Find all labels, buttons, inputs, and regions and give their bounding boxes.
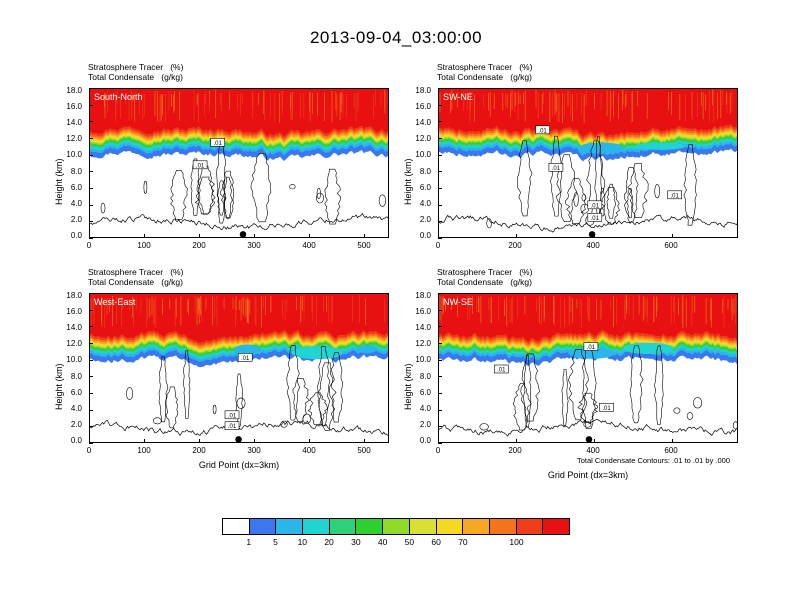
contour-label-text: .01 — [670, 193, 679, 200]
y-tickmark — [438, 188, 442, 189]
xtick-600: 600 — [664, 446, 678, 455]
x-tickmark — [672, 234, 673, 238]
panel-label-west-east: West-East — [94, 297, 136, 307]
colorbar-cell-7 — [410, 519, 437, 534]
ytick-16: 16.0 — [415, 307, 431, 316]
header-line-1: Stratosphere Tracer (%) — [88, 62, 184, 72]
header-line-1: Stratosphere Tracer (%) — [437, 267, 533, 277]
xtick-200: 200 — [508, 241, 522, 250]
y-tickmark — [438, 360, 442, 361]
plot-area-nw-se[interactable] — [438, 293, 738, 443]
colorbar-cell-5 — [356, 519, 383, 534]
panel-label-nw-se: NW-SE — [443, 297, 473, 307]
contour-label-text: .01 — [227, 424, 237, 431]
y-tickmark — [438, 171, 442, 172]
xtick-200: 200 — [192, 241, 206, 250]
panel-header-nw-se — [437, 267, 532, 287]
contour-label-text: .01 — [602, 405, 611, 412]
panel-header-sw-ne — [437, 62, 532, 82]
x-tickmark — [594, 439, 595, 443]
contour-footnote: Total Condensate Contours: .01 to .01 by .000 — [577, 456, 731, 465]
ytick-16: 16.0 — [66, 102, 82, 111]
ytick-0: 0.0 — [70, 436, 82, 445]
plot-canvas-sw-ne — [439, 89, 738, 238]
colorbar-labels — [222, 537, 570, 551]
y-axis-label-nw-se: Height (km) — [403, 363, 413, 410]
contour-label-text: .01 — [195, 163, 205, 170]
page-title: 2013-09-04_03:00:00 — [309, 28, 483, 47]
ytick-2: 2.0 — [419, 215, 431, 224]
x-tickmark — [594, 234, 595, 238]
ytick-14: 14.0 — [415, 118, 431, 127]
colorbar-label: 70 — [458, 537, 468, 547]
xtick-100: 100 — [137, 446, 151, 455]
y-tickmark — [89, 238, 93, 239]
y-tickmark — [89, 410, 93, 411]
ytick-6: 6.0 — [70, 183, 82, 192]
ytick-14: 14.0 — [415, 323, 431, 332]
xtick-400: 400 — [586, 241, 600, 250]
y-tickmark — [89, 326, 93, 327]
xtick-0: 0 — [435, 446, 441, 455]
header-line-2: Total Condensate (g/kg) — [437, 277, 532, 287]
y-tickmark — [438, 155, 442, 156]
panel-label-south-north: South-North — [94, 92, 143, 102]
ytick-10: 10.0 — [66, 355, 82, 364]
ytick-18: 18.0 — [415, 86, 431, 95]
x-tickmark — [516, 234, 517, 238]
y-tickmark — [89, 343, 93, 344]
y-tickmark — [89, 360, 93, 361]
ytick-4: 4.0 — [70, 199, 82, 208]
x-tickmark — [516, 439, 517, 443]
x-tickmark — [364, 439, 365, 443]
colorbar-label: 60 — [431, 537, 441, 547]
condensate-contour-surface — [90, 214, 389, 230]
y-tickmark — [438, 393, 442, 394]
x-tickmark — [309, 234, 310, 238]
ytick-4: 4.0 — [419, 199, 431, 208]
plot-area-south-north[interactable] — [89, 88, 389, 238]
ytick-0: 0.0 — [70, 231, 82, 240]
ytick-14: 14.0 — [66, 118, 82, 127]
header-line-2: Total Condensate (g/kg) — [88, 277, 183, 287]
ytick-12: 12.0 — [415, 339, 431, 348]
contour-label-text: .01 — [590, 203, 599, 210]
xtick-200: 200 — [192, 446, 206, 455]
y-axis-label-sw-ne: Height (km) — [403, 158, 413, 205]
y-tickmark — [438, 238, 442, 239]
ytick-4: 4.0 — [70, 404, 82, 413]
colorbar-cell-10 — [490, 519, 517, 534]
colorbar-label: 50 — [404, 537, 415, 547]
ytick-12: 12.0 — [66, 134, 82, 143]
y-tickmark — [438, 310, 442, 311]
colorbar-cell-2 — [276, 519, 303, 534]
panel-label-sw-ne: SW-NE — [443, 92, 473, 102]
x-tickmark — [144, 234, 145, 238]
contour-label-text: .01 — [497, 367, 506, 374]
xtick-200: 200 — [508, 446, 522, 455]
colorbar-cell-1 — [250, 519, 277, 534]
ytick-8: 8.0 — [419, 167, 431, 176]
x-tickmark — [364, 234, 365, 238]
ytick-0: 0.0 — [419, 231, 431, 240]
header-line-2: Total Condensate (g/kg) — [437, 72, 532, 82]
y-tickmark — [438, 293, 442, 294]
y-tickmark — [89, 121, 93, 122]
y-axis-label-west-east: Height (km) — [54, 363, 64, 410]
y-tickmark — [438, 88, 442, 89]
ytick-0: 0.0 — [419, 436, 431, 445]
y-tickmark — [89, 221, 93, 222]
x-tickmark — [144, 439, 145, 443]
colorbar — [222, 518, 570, 535]
colorbar-cell-9 — [463, 519, 490, 534]
x-axis-label-west-east: Grid Point (dx=3km) — [198, 460, 280, 470]
y-tickmark — [438, 121, 442, 122]
y-tickmark — [438, 410, 442, 411]
ytick-4: 4.0 — [419, 404, 431, 413]
y-tickmark — [438, 376, 442, 377]
ytick-18: 18.0 — [415, 291, 431, 300]
contour-label-text: .01 — [241, 355, 250, 362]
y-tickmark — [89, 138, 93, 139]
plot-canvas-south-north — [90, 89, 389, 238]
panel-header-west-east — [88, 267, 183, 287]
x-tickmark — [254, 234, 255, 238]
ytick-18: 18.0 — [66, 291, 82, 300]
colorbar-label: 20 — [324, 537, 334, 547]
y-tickmark — [438, 138, 442, 139]
y-tickmark — [89, 426, 93, 427]
contour-label-text: .01 — [551, 165, 561, 172]
xtick-100: 100 — [137, 241, 151, 250]
location-marker — [235, 436, 242, 443]
y-tickmark — [438, 221, 442, 222]
header-line-1: Stratosphere Tracer (%) — [88, 267, 184, 277]
ytick-6: 6.0 — [70, 388, 82, 397]
colorbar-label: 1 — [246, 537, 252, 547]
y-tickmark — [89, 376, 93, 377]
plot-canvas-west-east — [90, 294, 389, 443]
colorbar-label: 40 — [377, 537, 388, 547]
ytick-12: 12.0 — [415, 134, 431, 143]
y-tickmark — [438, 205, 442, 206]
y-tickmark — [89, 105, 93, 106]
x-axis-label-nw-se: Grid Point (dx=3km) — [547, 470, 629, 480]
colorbar-cell-3 — [303, 519, 330, 534]
y-tickmark — [438, 105, 442, 106]
xtick-400: 400 — [302, 241, 316, 250]
ytick-16: 16.0 — [66, 307, 82, 316]
x-tickmark — [199, 439, 200, 443]
colorbar-cell-8 — [437, 519, 464, 534]
ytick-12: 12.0 — [66, 339, 82, 348]
xtick-0: 0 — [435, 241, 441, 250]
y-axis-label-south-north: Height (km) — [54, 158, 64, 205]
xtick-400: 400 — [302, 446, 316, 455]
colorbar-cell-6 — [383, 519, 410, 534]
y-tickmark — [438, 443, 442, 444]
plot-area-west-east[interactable] — [89, 293, 389, 443]
y-tickmark — [438, 326, 442, 327]
location-marker — [240, 231, 247, 238]
ytick-18: 18.0 — [66, 86, 82, 95]
location-marker — [586, 436, 593, 443]
ytick-6: 6.0 — [419, 388, 431, 397]
header-line-2: Total Condensate (g/kg) — [88, 72, 183, 82]
colorbar-label: 5 — [273, 537, 278, 547]
ytick-2: 2.0 — [419, 420, 431, 429]
contour-label-text: .01 — [586, 345, 596, 351]
xtick-300: 300 — [247, 446, 261, 455]
colorbar-label: 10 — [297, 537, 308, 547]
header-line-1: Stratosphere Tracer (%) — [437, 62, 533, 72]
ytick-6: 6.0 — [419, 183, 431, 192]
xtick-0: 0 — [86, 446, 92, 455]
y-tickmark — [89, 393, 93, 394]
x-tickmark — [199, 234, 200, 238]
xtick-400: 400 — [586, 446, 600, 455]
colorbar-cell-11 — [517, 519, 544, 534]
y-tickmark — [89, 188, 93, 189]
ytick-10: 10.0 — [415, 355, 431, 364]
ytick-8: 8.0 — [70, 372, 82, 381]
y-tickmark — [438, 343, 442, 344]
y-tickmark — [89, 88, 93, 89]
y-tickmark — [89, 443, 93, 444]
y-tickmark — [89, 171, 93, 172]
y-tickmark — [89, 205, 93, 206]
contour-label-text: .01 — [227, 413, 237, 420]
contour-label-text: .01 — [213, 140, 222, 147]
xtick-300: 300 — [247, 241, 261, 250]
contour-label-text: .01 — [590, 215, 599, 222]
colorbar-cell-0 — [223, 519, 250, 534]
ytick-16: 16.0 — [415, 102, 431, 111]
colorbar-cell-12 — [543, 519, 569, 534]
contour-label-text: .01 — [538, 128, 547, 135]
colorbar-label: 30 — [351, 537, 361, 547]
panel-header-south-north — [88, 62, 183, 82]
ytick-2: 2.0 — [70, 420, 82, 429]
colorbar-cell-4 — [330, 519, 357, 534]
ytick-10: 10.0 — [66, 150, 82, 159]
xtick-500: 500 — [357, 241, 371, 250]
y-tickmark — [89, 293, 93, 294]
ytick-8: 8.0 — [70, 167, 82, 176]
colorbar-label: 100 — [509, 537, 524, 547]
xtick-0: 0 — [86, 241, 92, 250]
y-tickmark — [438, 426, 442, 427]
x-tickmark — [309, 439, 310, 443]
plot-area-sw-ne[interactable] — [438, 88, 738, 238]
x-tickmark — [254, 439, 255, 443]
xtick-600: 600 — [664, 241, 678, 250]
x-tickmark — [672, 439, 673, 443]
ytick-14: 14.0 — [66, 323, 82, 332]
ytick-2: 2.0 — [70, 215, 82, 224]
xtick-500: 500 — [357, 446, 371, 455]
plot-canvas-nw-se — [439, 294, 738, 443]
y-tickmark — [89, 310, 93, 311]
condensate-contour-surface — [90, 421, 389, 437]
ytick-8: 8.0 — [419, 372, 431, 381]
y-tickmark — [89, 155, 93, 156]
ytick-10: 10.0 — [415, 150, 431, 159]
